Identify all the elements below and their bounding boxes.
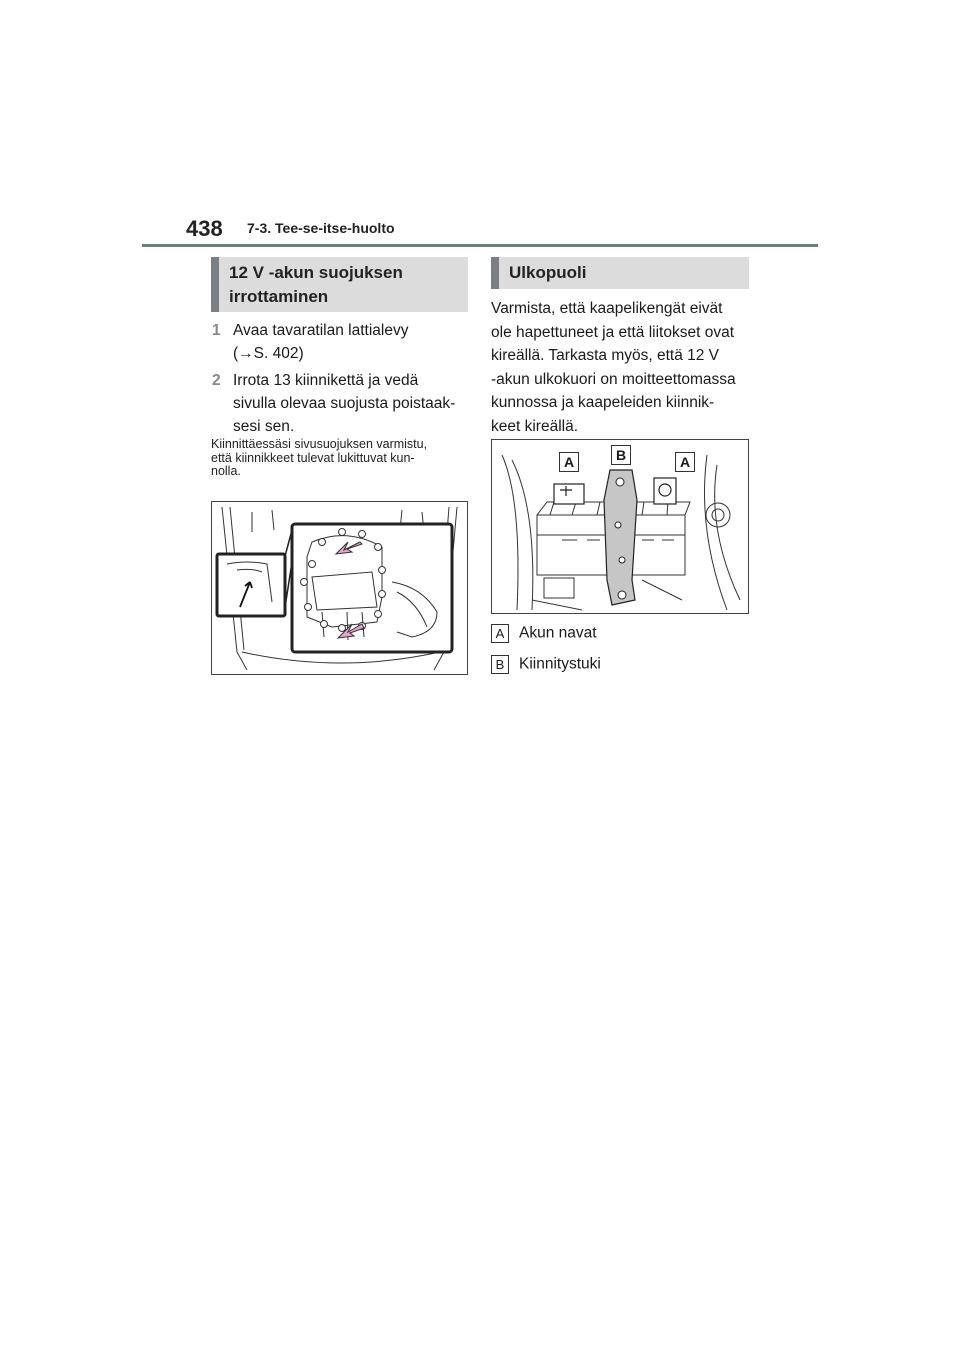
battery-illustration <box>491 439 749 614</box>
step-2-line1: Irrota 13 kiinnikettä ja vedä <box>233 372 419 389</box>
note <box>211 438 467 479</box>
battery-illustration-drawing <box>492 440 748 613</box>
legend-key-b: B <box>491 655 509 674</box>
right-heading: Ulkopuoli <box>491 257 749 289</box>
left-heading-line2: irrottaminen <box>229 287 329 306</box>
note-line: että kiinnikkeet tulevat lukittuvat kun- <box>211 450 415 465</box>
step-1-number: 1 <box>212 322 221 339</box>
trunk-illustration <box>211 501 468 675</box>
para-line: keet kireällä. <box>491 417 579 435</box>
left-heading <box>211 257 468 312</box>
callout-b: B <box>611 445 631 465</box>
step-1-line1: Avaa tavaratilan lattialevy <box>233 322 409 339</box>
section-title: 7-3. Tee-se-itse-huolto <box>247 220 395 236</box>
para-line: -akun ulkokuori on moitteettomassa <box>491 370 736 388</box>
legend-item-a <box>491 624 597 643</box>
step-2-line2: sivulla olevaa suojusta poistaak- <box>233 395 456 412</box>
step-1-line2: (→S. 402) <box>233 345 304 362</box>
note-line: nolla. <box>211 464 241 478</box>
callout-a-left: A <box>559 452 579 472</box>
left-heading-line1: 12 V -akun suojuksen <box>229 263 403 282</box>
step-2-line3: sesi sen. <box>233 418 295 435</box>
step-2-number: 2 <box>212 372 221 389</box>
step-2 <box>212 369 468 438</box>
bracket-shape <box>604 470 637 605</box>
legend-key-a: A <box>491 624 509 643</box>
header-rule <box>142 244 818 247</box>
trunk-illustration-drawing <box>212 502 467 674</box>
legend-text-a: Akun navat <box>519 624 597 642</box>
legend-text-b: Kiinnitystuki <box>519 655 601 673</box>
para-line: Varmista, että kaapelikengät eivät <box>491 300 723 317</box>
para-line: kunnossa ja kaapeleiden kiinnik- <box>491 394 715 412</box>
page-number: 438 <box>186 216 223 241</box>
note-line: Kiinnittäessäsi sivusuojuksen varmistu, <box>211 437 428 451</box>
legend-item-b <box>491 655 601 674</box>
callout-a-right: A <box>675 452 695 472</box>
inset-frame <box>292 524 452 652</box>
para-line: kireällä. Tarkasta myös, että 12 V <box>491 347 720 365</box>
step-1 <box>212 319 468 365</box>
para-line: ole hapettuneet ja että liitokset ovat <box>491 323 734 341</box>
inspection-paragraph <box>491 297 753 439</box>
